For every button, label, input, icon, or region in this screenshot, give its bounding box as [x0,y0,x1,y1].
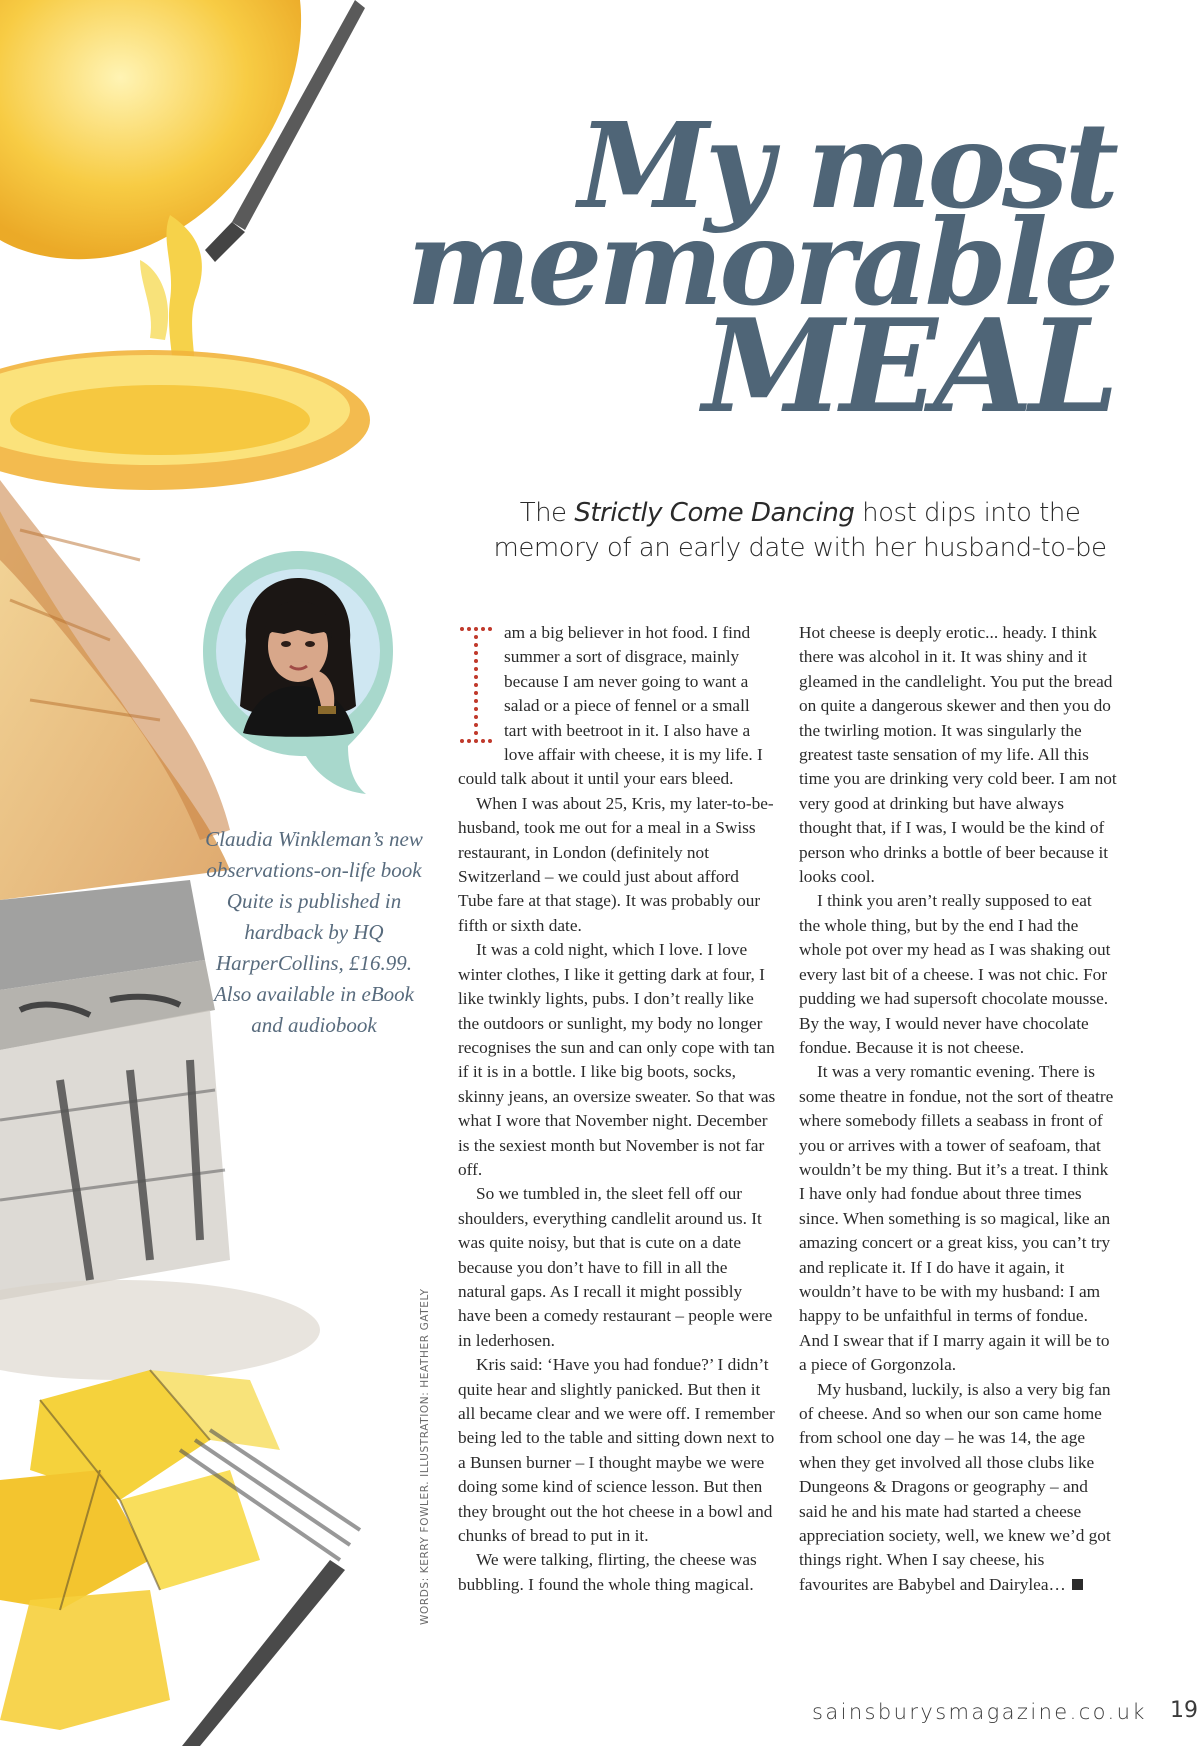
standfirst [470,496,1130,567]
author-portrait [198,546,398,796]
paragraph-2: When I was about 25, Kris, my later-to-be-husband, took me out for a meal in a Swiss restaurant, in London (definitely not Switzerland – we could just about afford Tube fare at that stage). It was probably our fifth or sixth date. [458,793,774,935]
article-column-left [458,621,776,1597]
page-number: 19 [1170,1698,1198,1723]
credit-line: WORDS: KERRY FOWLER. ILLUSTRATION: HEATHER GATELY [419,1288,431,1625]
paragraph-8: I think you aren’t really supposed to eat the whole thing, but by the end I had the whole pot over my head as I was shaking out every last bit of a cheese. I was not chic. For pudding we had supersoft chocolate mousse. By the way, I would never have chocolate fondue. Because it is not cheese. [799,891,1111,1057]
paragraph-5: Kris said: ‘Have you had fondue?’ I didn’t quite hear and slightly panicked. But then it all became clear and we were off. I remember being led to the table and sitting down next to a Bunsen burner – I thought maybe we were doing some kind of science lesson. But then they brought out the hot cheese in a bowl and chunks of bread to put in it. [458,1355,775,1546]
paragraph-7: Hot cheese is deeply erotic... heady. I think there was alcohol in it. It was shiny and it gleamed in the candlelight. You put the bread on quite a dangerous skewer and then you do the twirling motion. It was singularly the greatest taste sensation of my life. All this time you are drinking very cold beer. I am not very good at drinking but have always thought that, if I was, I would be the kind of person who drinks a bottle of beer because it looks cool. [799,623,1117,887]
book-caption: Claudia Winkleman’s new observations-on-life book Quite is published in hardback by HQ HarperCollins, £16.99. Also available in eBook and audiobook [205,827,423,1038]
paragraph-6: We were talking, flirting, the cheese was bubbling. I found the whole thing magical. [458,1550,757,1594]
paragraph-9: It was a very romantic evening. There is some theatre in fondue, not the sort of theatre where somebody fillets a seabass in front of you or arrives with a tower of seafoam, that wouldn’t be my thing. But it’s a treat. I think I have only had fondue about three times since. When something is so magical, like an amazing concert or a great kiss, you can’t try and replicate it. If I do have it again, it wouldn’t have to be with my husband: I am happy to be unfaithful in terms of fondue. And I swear that if I marry again it will be to a piece of Gorgonzola. [799,1062,1114,1375]
paragraph-1: am a big believer in hot food. I find summer a sort of disgrace, mainly because I am never going to want a salad or a piece of fennel or a small tart with beetroot in it. I also have a love affair with cheese, it is my life. I could talk about it until your ears bleed. [458,623,763,789]
drop-cap [458,625,494,747]
paragraph-4: So we tumbled in, the sleet fell off our shoulders, everything candlelit around us. It was quite noisy, but that is cute on a date because you don’t have to fill in all the natural gaps. As I recall it might possibly have been a comedy restaurant – people were in lederhosen. [458,1184,773,1350]
drop-cap-dotted-i-icon [458,625,494,747]
title-line-2: memorable [406,193,1115,333]
standfirst-after: host dips into the memory of an early date with her husband-to-be [493,498,1107,564]
title-line-1: My most [578,96,1115,235]
footer-website: sainsburysmagazine.co.uk [812,1700,1147,1724]
square-end-mark-icon [1072,1579,1083,1590]
portrait-bubble-icon [198,546,398,796]
paragraph-10-text: My husband, luckily, is also a very big fan of cheese. And so when our son came home from school one day – he was 14, the age when they get involved all those clubs like Dungeons & Dragons or geography – and said he and his mate had started a cheese appreciation society, well, we knew we’d got things right. When I say cheese, his favourites are Babybel and Dairylea… [799,1379,1111,1594]
page-title [406,96,1115,442]
article-column-right [799,621,1117,1597]
paragraph-3: It was a cold night, which I love. I love winter clothes, I like it getting dark at four, I like twinkly lights, pubs. I don’t really like the outdoors or sunlight, my body no longer recognises the sun and can only cope with tan if it is in a bottle. I like big boots, socks, skinny jeans, an oversize sweater. So that was what I wore that November night. December is the sexiest month but November is not far off. [458,940,776,1179]
standfirst-before: The [519,498,575,528]
standfirst-show-title: Strictly Come Dancing [574,498,855,528]
title-line-3: MEAL [702,291,1115,442]
paragraph-10 [799,1378,1117,1598]
